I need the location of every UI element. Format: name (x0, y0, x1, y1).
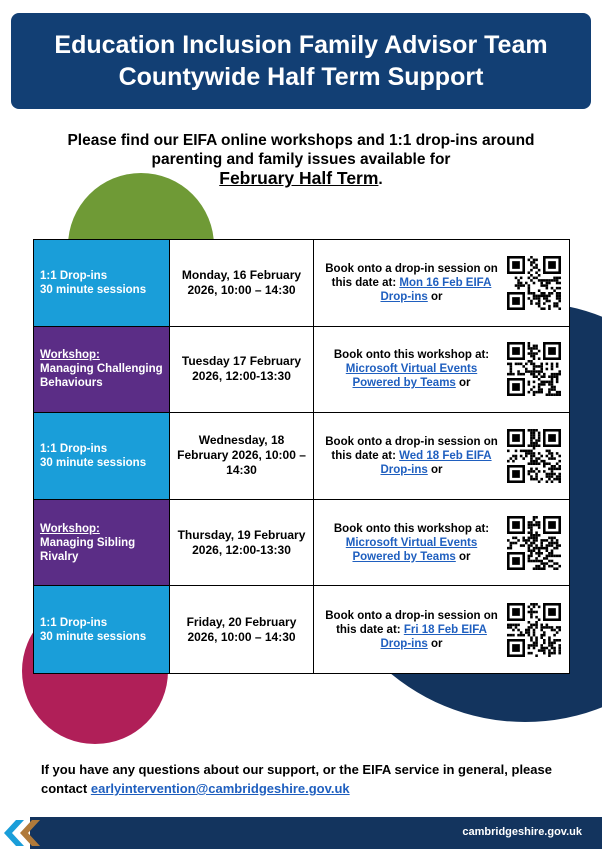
session-datetime (170, 586, 314, 673)
datetime-text: Wednesday, 18 February 2026, 10:00 – 14:30 (177, 433, 306, 478)
booking-cell (314, 240, 569, 327)
session-subtitle: 30 minute sessions (40, 630, 147, 643)
booking-cell (314, 327, 569, 414)
booking-link[interactable]: Microsoft Virtual Events Powered by Teams (345, 363, 478, 390)
intro-line-2: parenting and family issues available for (151, 151, 451, 168)
intro-text (20, 131, 582, 189)
session-title: Workshop: (40, 522, 100, 535)
schedule-table (33, 239, 570, 674)
qr-code-icon[interactable] (507, 516, 561, 570)
title-line-2: Countywide Half Term Support (118, 63, 484, 91)
intro-emphasis: February Half Term (219, 168, 379, 188)
datetime-text: Friday, 20 February 2026, 10:00 – 14:30 (186, 614, 297, 644)
booking-or: or (430, 290, 443, 303)
booking-link[interactable]: Wed 18 Feb EIFA Drop-ins (380, 449, 492, 476)
session-datetime (170, 327, 314, 414)
contact-text (41, 760, 571, 798)
session-subtitle: Managing Sibling Rivalry (40, 536, 136, 563)
session-title: 1:1 Drop-ins (40, 442, 108, 455)
booking-cell (314, 500, 569, 587)
booking-link[interactable]: Fri 18 Feb EIFA Drop-ins (380, 623, 487, 650)
booking-text: Book onto a drop-in session on this date at: (325, 609, 498, 636)
qr-code-icon[interactable] (507, 603, 561, 657)
booking-cell (314, 586, 569, 673)
booking-link[interactable]: Microsoft Virtual Events Powered by Teams (345, 536, 478, 563)
session-subtitle: 30 minute sessions (40, 283, 147, 296)
qr-code-icon[interactable] (507, 429, 561, 483)
title-line-1: Education Inclusion Family Advisor Team (54, 31, 548, 59)
session-type-cell (34, 500, 170, 587)
session-type-cell (34, 413, 170, 500)
datetime-text: Tuesday 17 February 2026, 12:00-13:30 (181, 354, 302, 384)
booking-or: or (430, 637, 443, 650)
datetime-text: Monday, 16 February 2026, 10:00 – 14:30 (181, 267, 302, 297)
contact-question: If you have any questions about our support, or the EIFA service in general, please contact (41, 762, 552, 796)
session-subtitle: Managing Challenging Behaviours (40, 363, 163, 390)
site-url[interactable]: cambridgeshire.gov.uk (462, 826, 582, 838)
booking-text: Book onto a drop-in session on this date at: (325, 435, 498, 462)
booking-text: Book onto a drop-in session on this date at: (325, 262, 498, 289)
booking-link[interactable]: Mon 16 Feb EIFA Drop-ins (380, 276, 492, 303)
datetime-text: Thursday, 19 February 2026, 12:00-13:30 (177, 527, 306, 557)
session-title: 1:1 Drop-ins (40, 616, 108, 629)
booking-or: or (459, 550, 471, 563)
booking-text: Book onto this workshop at: (333, 522, 490, 535)
session-title: 1:1 Drop-ins (40, 269, 108, 282)
intro-suffix: . (378, 171, 383, 188)
qr-code-icon[interactable] (507, 256, 561, 310)
session-type-cell (34, 586, 170, 673)
session-title: Workshop: (40, 349, 100, 362)
session-type-cell (34, 327, 170, 414)
booking-text: Book onto this workshop at: (333, 349, 490, 362)
intro-line-1: Please find our EIFA online workshops and 1:1 drop-ins around (67, 132, 535, 149)
booking-cell (314, 413, 569, 500)
booking-or: or (459, 377, 471, 390)
session-datetime (170, 500, 314, 587)
qr-code-icon[interactable] (507, 342, 561, 396)
title-banner (11, 13, 591, 109)
session-datetime (170, 413, 314, 500)
session-subtitle: 30 minute sessions (40, 456, 147, 469)
session-datetime (170, 240, 314, 327)
chevrons-logo-icon (0, 817, 60, 849)
booking-or: or (430, 463, 443, 476)
session-type-cell (34, 240, 170, 327)
contact-email-link[interactable]: earlyintervention@cambridgeshire.gov.uk (90, 781, 350, 796)
